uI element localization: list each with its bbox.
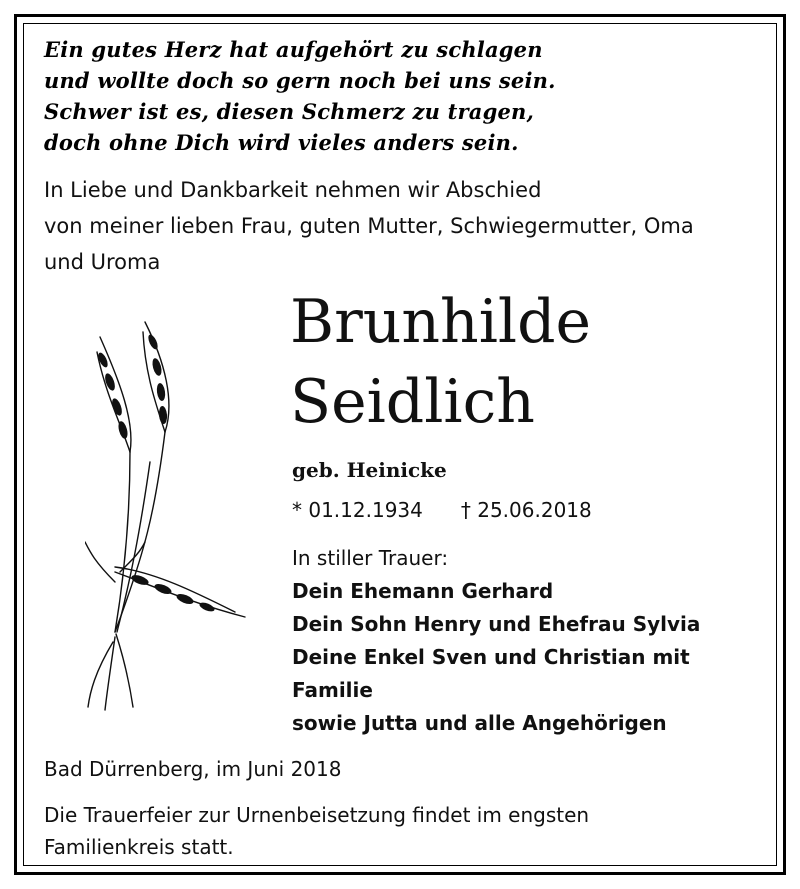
poem-line: und wollte doch so gern noch bei uns sein. [44,68,556,93]
first-name: Brunhilde [290,287,591,357]
poem-line: Schwer ist es, diesen Schmerz zu tragen, [44,99,535,124]
mourners-list [292,542,700,740]
birth-name: geb. Heinicke [292,458,447,482]
funeral-note [44,799,589,863]
mourner-line: Dein Sohn Henry und Ehefrau Sylvia [292,612,701,636]
intro-line: In Liebe und Dankbarkeit nehmen wir Abschied [44,178,542,202]
memorial-poem [44,34,744,158]
mourner-line: sowie Jutta und alle Angehörigen [292,711,667,735]
birth-date: * 01.12.1934 [292,498,423,522]
poem-line: Ein gutes Herz hat aufgehört zu schlagen [44,37,543,62]
poem-line: doch ohne Dich wird vieles anders sein. [44,130,519,155]
intro-line: von meiner lieben Frau, guten Mutter, Schwiegermutter, Oma [44,214,694,238]
place-date: Bad Dürrenberg, im Juni 2018 [44,757,342,781]
note-line: Die Trauerfeier zur Urnenbeisetzung findet im engsten [44,803,590,827]
farewell-intro [44,172,764,280]
last-name: Seidlich [290,367,535,437]
life-dates [292,495,592,525]
mourner-line: Dein Ehemann Gerhard [292,579,554,603]
mourners-heading: In stiller Trauer: [292,546,449,570]
mourner-line: Familie [292,678,373,702]
intro-line: und Uroma [44,250,161,274]
mourner-line: Deine Enkel Sven und Christian mit [292,645,690,669]
death-date: † 25.06.2018 [460,498,592,522]
note-line: Familienkreis statt. [44,835,234,859]
deceased-name [290,282,591,442]
wheat-ears-icon [85,312,285,712]
